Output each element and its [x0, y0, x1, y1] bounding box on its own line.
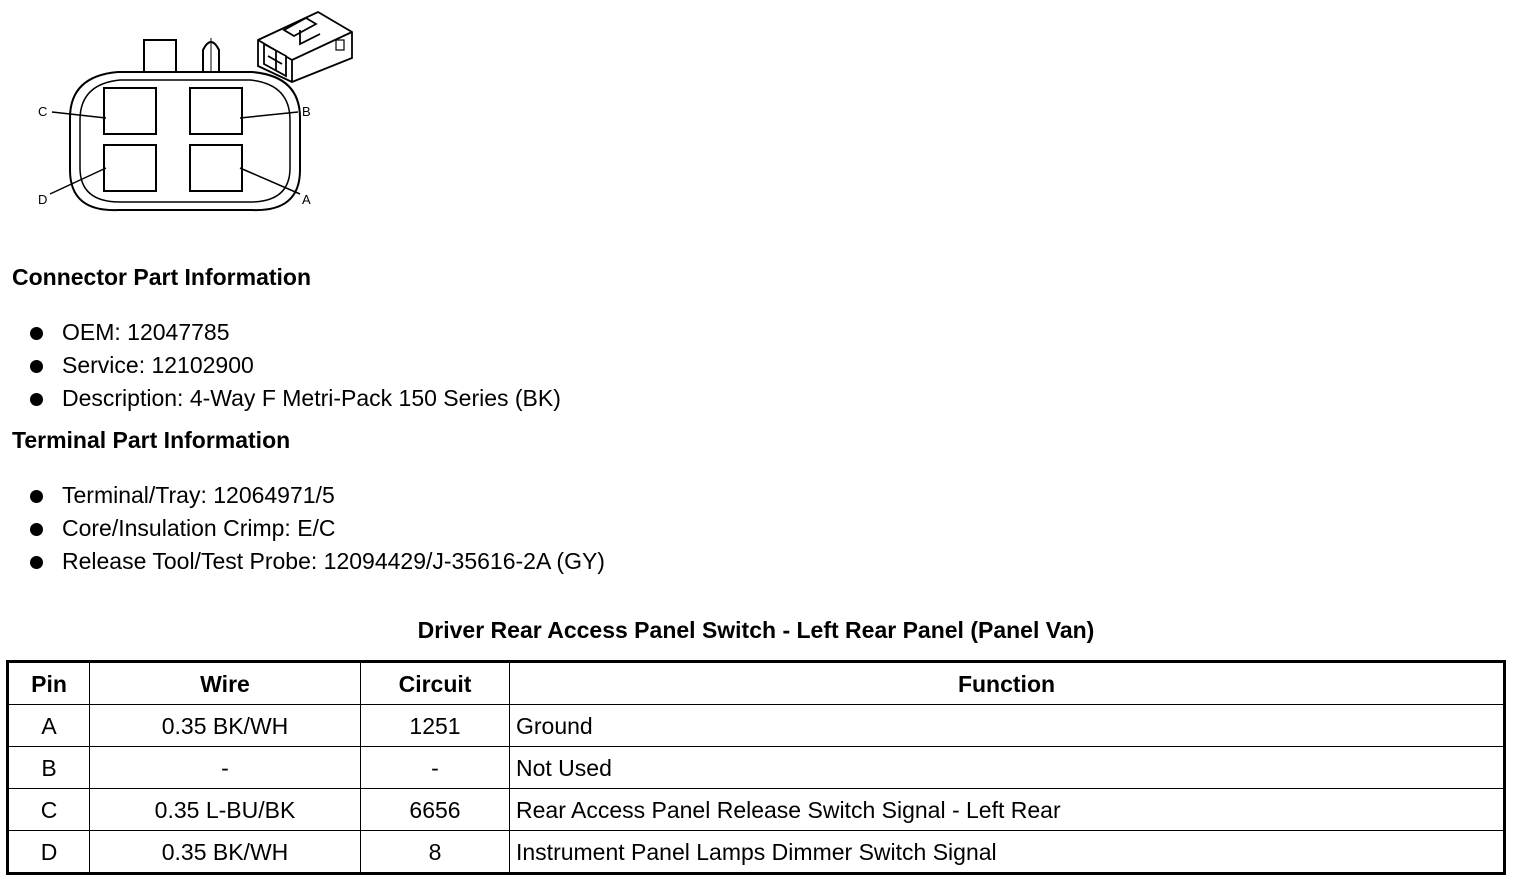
pinout-table — [6, 660, 1506, 875]
cell-circuit: - — [361, 747, 510, 789]
connector-face-diagram — [0, 0, 380, 222]
cell-function: Instrument Panel Lamps Dimmer Switch Signal — [510, 831, 1505, 874]
connector-oem: OEM: 12047785 — [62, 319, 230, 345]
table-row — [8, 789, 1505, 831]
cell-wire: - — [90, 747, 361, 789]
cell-function: Rear Access Panel Release Switch Signal - Left Rear — [510, 789, 1505, 831]
connector-service: Service: 12102900 — [62, 352, 254, 378]
terminal-crimp: Core/Insulation Crimp: E/C — [62, 515, 336, 541]
list-item — [28, 318, 561, 351]
cell-function: Ground — [510, 705, 1505, 747]
column-header-wire: Wire — [90, 662, 361, 705]
bullet-icon — [30, 393, 43, 406]
connector-info-list — [28, 318, 561, 417]
column-header-pin: Pin — [8, 662, 90, 705]
cell-pin: A — [8, 705, 90, 747]
table-row — [8, 705, 1505, 747]
connector-description: Description: 4-Way F Metri-Pack 150 Series (BK) — [62, 385, 561, 411]
bullet-icon — [30, 523, 43, 536]
connector-lock-tab — [144, 40, 176, 72]
pin-label-b: B — [302, 104, 311, 119]
terminal-info-list — [28, 481, 605, 580]
table-row — [8, 831, 1505, 874]
cell-function: Not Used — [510, 747, 1505, 789]
pin-label-c: C — [38, 104, 48, 119]
column-header-function: Function — [510, 662, 1505, 705]
cell-wire: 0.35 BK/WH — [90, 705, 361, 747]
cell-wire: 0.35 BK/WH — [90, 831, 361, 874]
pinout-table-title: Driver Rear Access Panel Switch - Left Rear Panel (Panel Van) — [417, 617, 1095, 643]
pin-label-a: A — [302, 192, 311, 207]
connector-isometric-icon — [258, 12, 352, 82]
terminal-tray: Terminal/Tray: 12064971/5 — [62, 482, 335, 508]
cell-circuit: 1251 — [361, 705, 510, 747]
list-item — [28, 481, 605, 514]
terminal-release-tool: Release Tool/Test Probe: 12094429/J-35616-2A (GY) — [62, 548, 605, 574]
bullet-icon — [30, 327, 43, 340]
table-row — [8, 747, 1505, 789]
cell-circuit: 8 — [361, 831, 510, 874]
cell-pin: D — [8, 831, 90, 874]
list-item — [28, 384, 561, 417]
cell-pin: B — [8, 747, 90, 789]
bullet-icon — [30, 360, 43, 373]
terminal-info-heading: Terminal Part Information — [12, 427, 291, 453]
column-header-circuit: Circuit — [361, 662, 510, 705]
cell-circuit: 6656 — [361, 789, 510, 831]
cell-pin: C — [8, 789, 90, 831]
pin-label-d: D — [38, 192, 48, 207]
cell-wire: 0.35 L-BU/BK — [90, 789, 361, 831]
connector-info-heading: Connector Part Information — [12, 264, 312, 290]
list-item — [28, 547, 605, 580]
list-item — [28, 351, 561, 384]
bullet-icon — [30, 556, 43, 569]
list-item — [28, 514, 605, 547]
bullet-icon — [30, 490, 43, 503]
table-header-row — [8, 662, 1505, 705]
